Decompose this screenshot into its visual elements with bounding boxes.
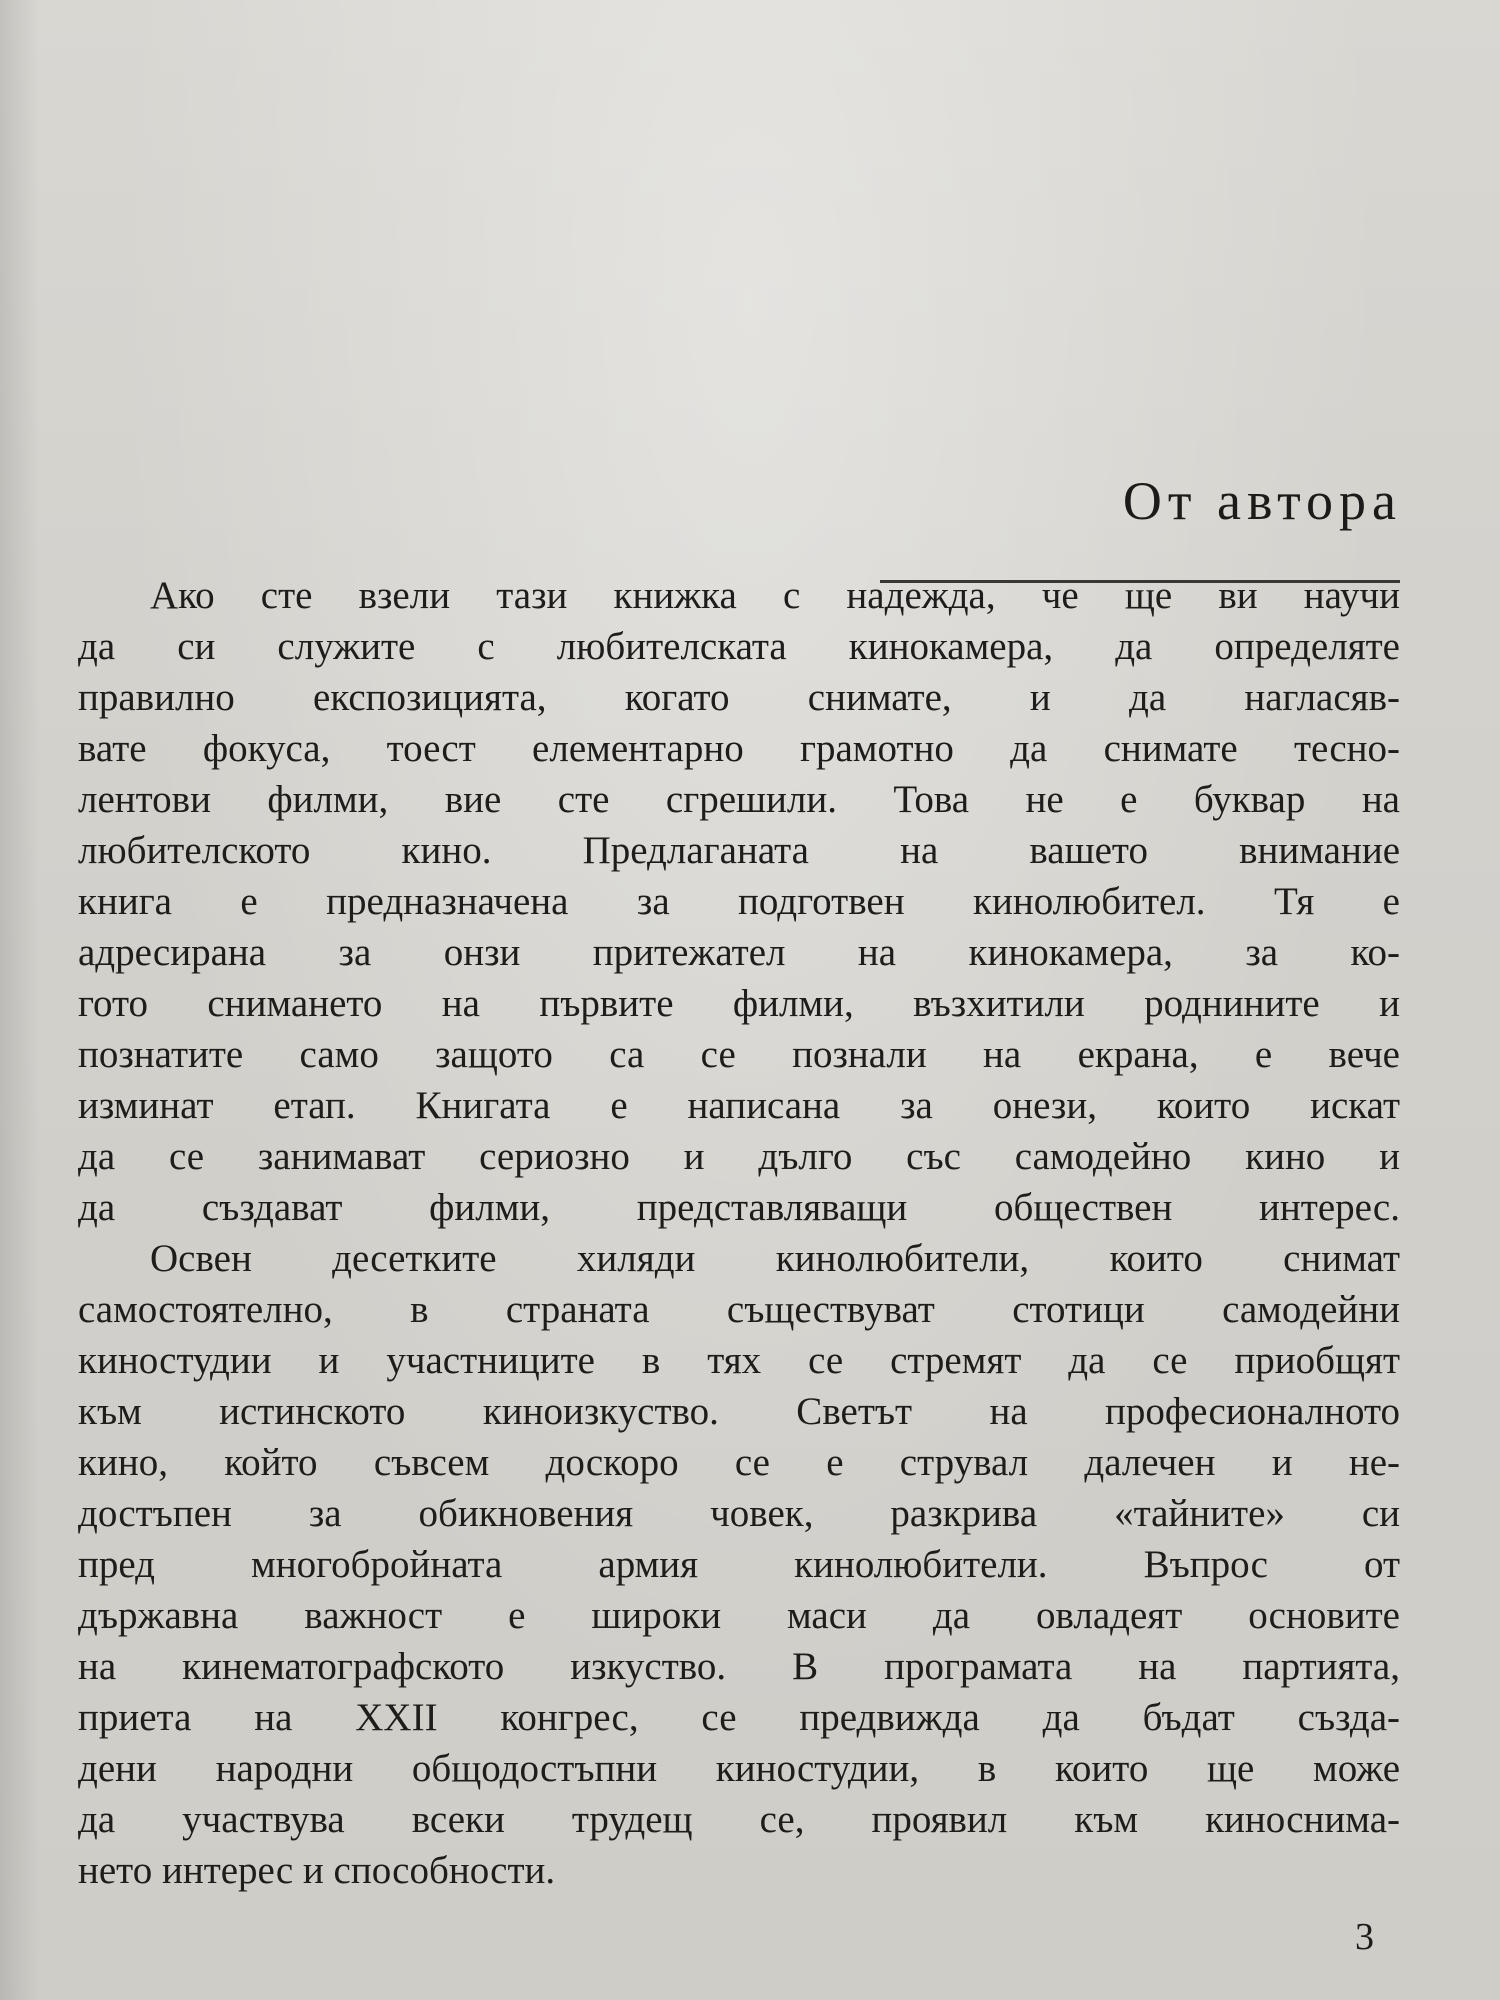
text-line: самостоятелно, в страната съществуват стотици самодейни xyxy=(78,1288,1400,1331)
chapter-heading: От автора xyxy=(1122,471,1402,531)
text-line: да се занимават сериозно и дълго със самодейно кино и xyxy=(78,1135,1400,1178)
text-line: държавна важност е широки маси да овладеят основите xyxy=(78,1594,1400,1637)
text-line: дени народни общодостъпни киностудии, в които ще може xyxy=(78,1747,1400,1790)
text-line: нето интерес и способности. xyxy=(78,1849,556,1892)
text-line: познатите само защото са се познали на екрана, е вече xyxy=(78,1033,1400,1076)
text-line: любителското кино. Предлаганата на вашето внимание xyxy=(78,829,1400,872)
text-line: на кинематографското изкуство. В програмата на партията, xyxy=(78,1645,1400,1688)
text-line: изминат етап. Книгата е написана за онези, които искат xyxy=(78,1084,1400,1127)
text-line: кино, който съвсем доскоро се е струвал далечен и не- xyxy=(78,1441,1400,1484)
text-line: да участвува всеки трудещ се, проявил към киноснима- xyxy=(78,1798,1400,1841)
text-line: да си служите с любителската кинокамера, да определяте xyxy=(78,625,1400,668)
text-line: достъпен за обикновения човек, разкрива «тайните» си xyxy=(78,1492,1400,1535)
text-line: пред многобройната армия кинолюбители. Въпрос от xyxy=(78,1543,1400,1586)
text-line: Ако сте взели тази книжка с надежда, че ще ви научи xyxy=(150,574,1400,617)
text-line: да създават филми, представляващи обществен интерес. xyxy=(78,1186,1400,1229)
text-line: приета на XXII конгрес, се предвижда да бъдат създа- xyxy=(78,1696,1400,1739)
text-line: книга е предназначена за подготвен кинолюбител. Тя е xyxy=(78,880,1400,923)
text-line: киностудии и участниците в тях се стремят да се приобщят xyxy=(78,1339,1400,1382)
page-number: 3 xyxy=(1355,1916,1374,1958)
text-line: лентови филми, вие сте сгрешили. Това не е буквар на xyxy=(78,778,1400,821)
text-line: Освен десетките хиляди кинолюбители, които снимат xyxy=(150,1237,1400,1280)
text-line: адресирана за онзи притежател на кинокамера, за ко- xyxy=(78,931,1400,974)
text-line: правилно експозицията, когато снимате, и да нагласяв- xyxy=(78,676,1400,719)
text-line: гото снимането на първите филми, възхитили роднините и xyxy=(78,982,1400,1025)
text-line: вате фокуса, тоест елементарно грамотно да снимате тесно- xyxy=(78,727,1400,770)
body-text xyxy=(78,570,1400,1896)
text-line: към истинското киноизкуство. Светът на професионалното xyxy=(78,1390,1400,1433)
